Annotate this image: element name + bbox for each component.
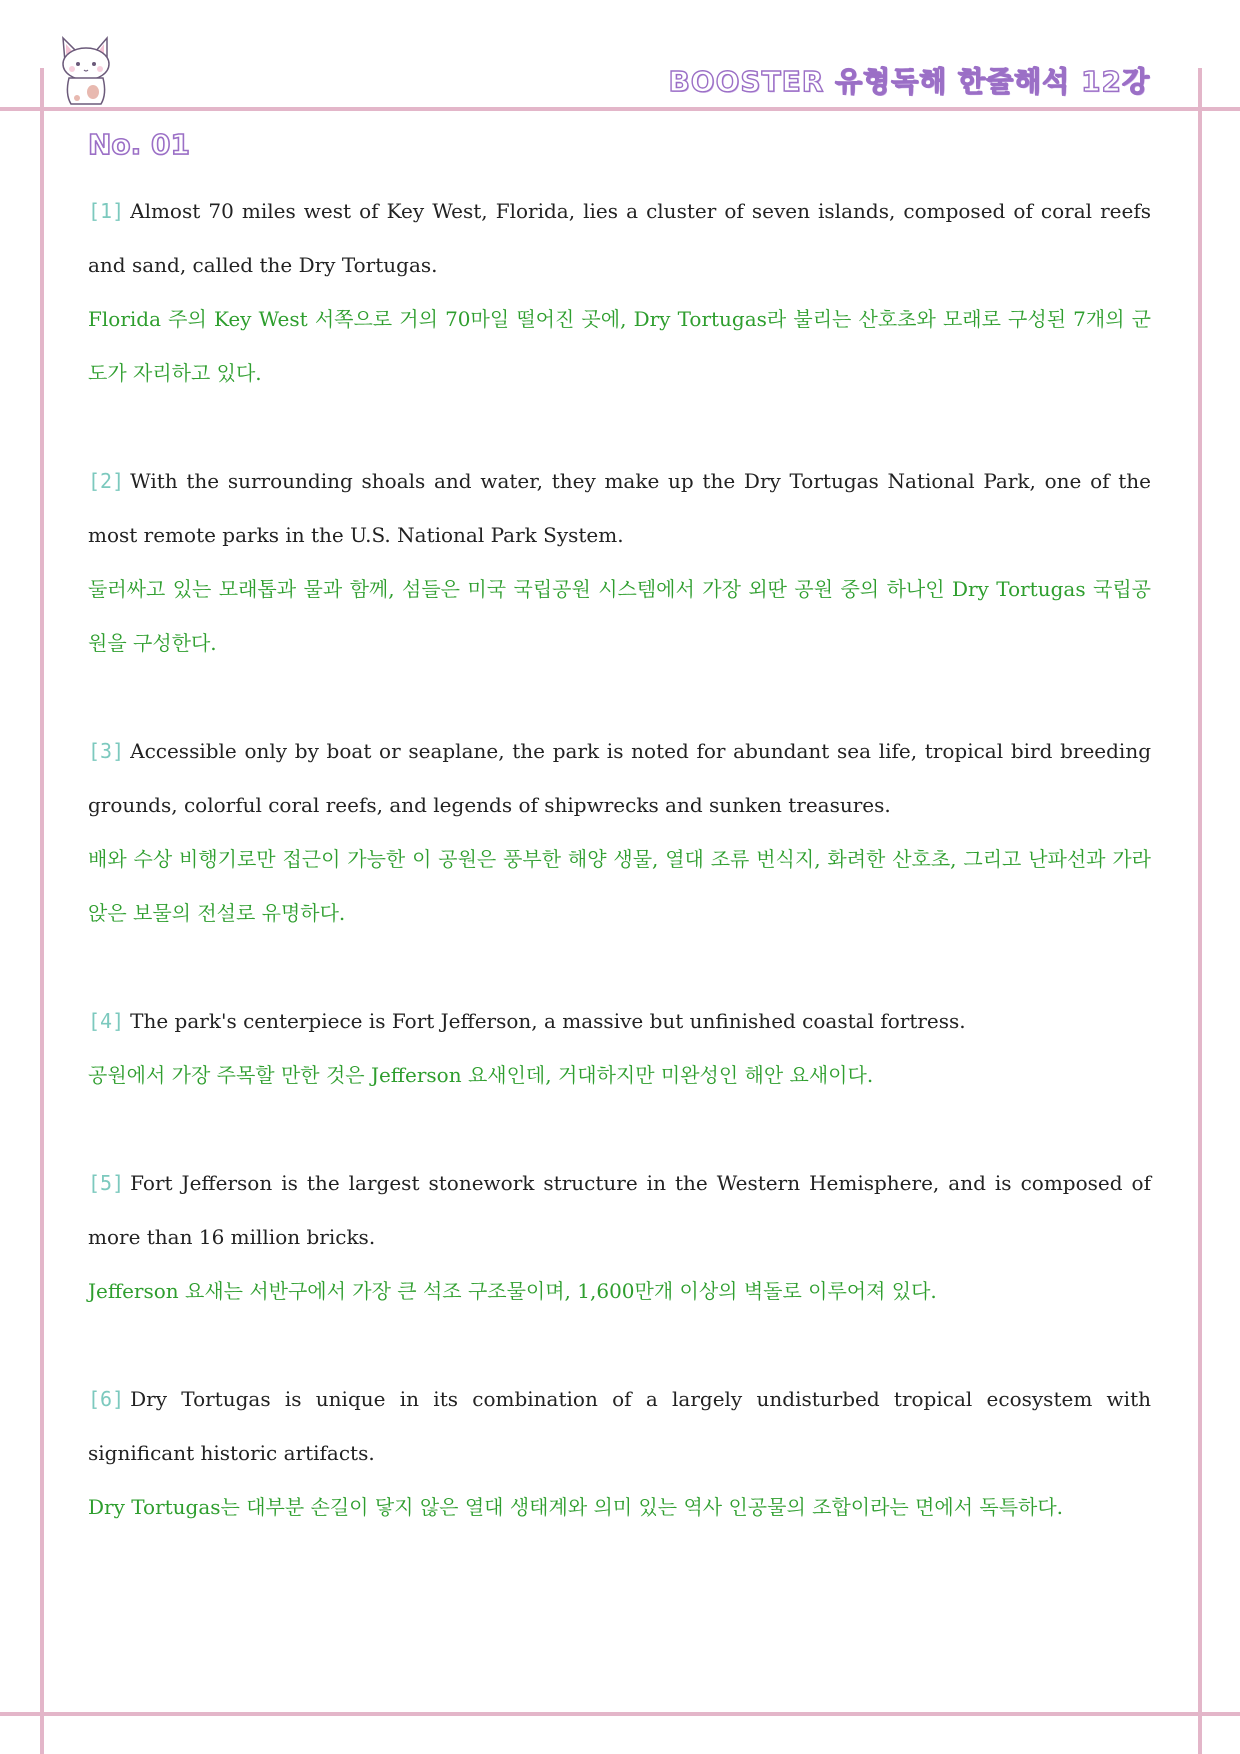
english-sentence: [88, 724, 1151, 832]
sentence-number: [2]: [88, 469, 125, 493]
section-number: No. 01: [88, 128, 191, 161]
korean-translation: 공원에서 가장 주목할 만한 것은 Jefferson 요새인데, 거대하지만 미완성인 해안 요새이다.: [88, 1063, 874, 1087]
english-sentence: [88, 994, 1151, 1048]
korean-translation: Jefferson 요새는 서반구에서 가장 큰 석조 구조물이며, 1,600만개 이상의 벽돌로 이루어져 있다.: [88, 1279, 937, 1303]
paragraph-5: [88, 1156, 1151, 1318]
korean-translation: Florida 주의 Key West 서쪽으로 거의 70마일 떨어진 곳에, Dry Tortugas라 불리는 산호초와 모래로 구성된 7개의 군도가 자리하고 있다.: [88, 307, 1151, 385]
paragraph-6: [88, 1372, 1151, 1534]
english-text: Dry Tortugas is unique in its combination of a largely undisturbed tropical ecosystem with significant historic artifacts.: [88, 1387, 1151, 1465]
sentence-number: [6]: [88, 1387, 125, 1411]
english-sentence: [88, 1156, 1151, 1264]
english-sentence: [88, 1372, 1151, 1480]
korean-translation: 둘러싸고 있는 모래톱과 물과 함께, 섬들은 미국 국립공원 시스템에서 가장 외딴 공원 중의 하나인 Dry Tortugas 국립공원을 구성한다.: [88, 577, 1151, 655]
english-sentence: [88, 184, 1151, 292]
paragraph-1: [88, 184, 1151, 400]
english-text: Almost 70 miles west of Key West, Florida, lies a cluster of seven islands, composed of coral reefs and sand, called the Dry Tortugas.: [88, 199, 1151, 277]
english-sentence: [88, 454, 1151, 562]
sentence-number: [4]: [88, 1009, 125, 1033]
english-text: Fort Jefferson is the largest stonework structure in the Western Hemisphere, and is composed of more than 16 million bricks.: [88, 1171, 1151, 1249]
paragraph-2: [88, 454, 1151, 670]
korean-translation: 배와 수상 비행기로만 접근이 가능한 이 공원은 풍부한 해양 생물, 열대 조류 번식지, 화려한 산호초, 그리고 난파선과 가라앉은 보물의 전설로 유명하다.: [88, 847, 1151, 925]
footer-divider: [0, 1712, 1240, 1716]
sentence-number: [1]: [88, 199, 125, 223]
english-text: With the surrounding shoals and water, they make up the Dry Tortugas National Park, one of the most remote parks in the U.S. National Park System.: [88, 469, 1151, 547]
header-divider: [0, 107, 1240, 111]
english-text: Accessible only by boat or seaplane, the park is noted for abundant sea life, tropical bird breeding grounds, colorful coral reefs, and legends of shipwrecks and sunken treasures.: [88, 739, 1151, 817]
header-title: BOOSTER 유형독해 한줄해석 12강: [668, 65, 1150, 98]
paragraph-3: [88, 724, 1151, 940]
sentence-number: [3]: [88, 739, 125, 763]
left-border-line: [40, 68, 44, 1754]
korean-translation: Dry Tortugas는 대부분 손길이 닿지 않은 열대 생태계와 의미 있는 역사 인공물의 조합이라는 면에서 독특하다.: [88, 1495, 1064, 1519]
paragraph-4: [88, 994, 1151, 1102]
sentence-number: [5]: [88, 1171, 125, 1195]
document-body: [88, 184, 1151, 1588]
right-border-line: [1198, 68, 1202, 1754]
cat-mascot-icon: [55, 32, 117, 106]
english-text: The park's centerpiece is Fort Jefferson, a massive but unfinished coastal fortress.: [130, 1009, 966, 1033]
